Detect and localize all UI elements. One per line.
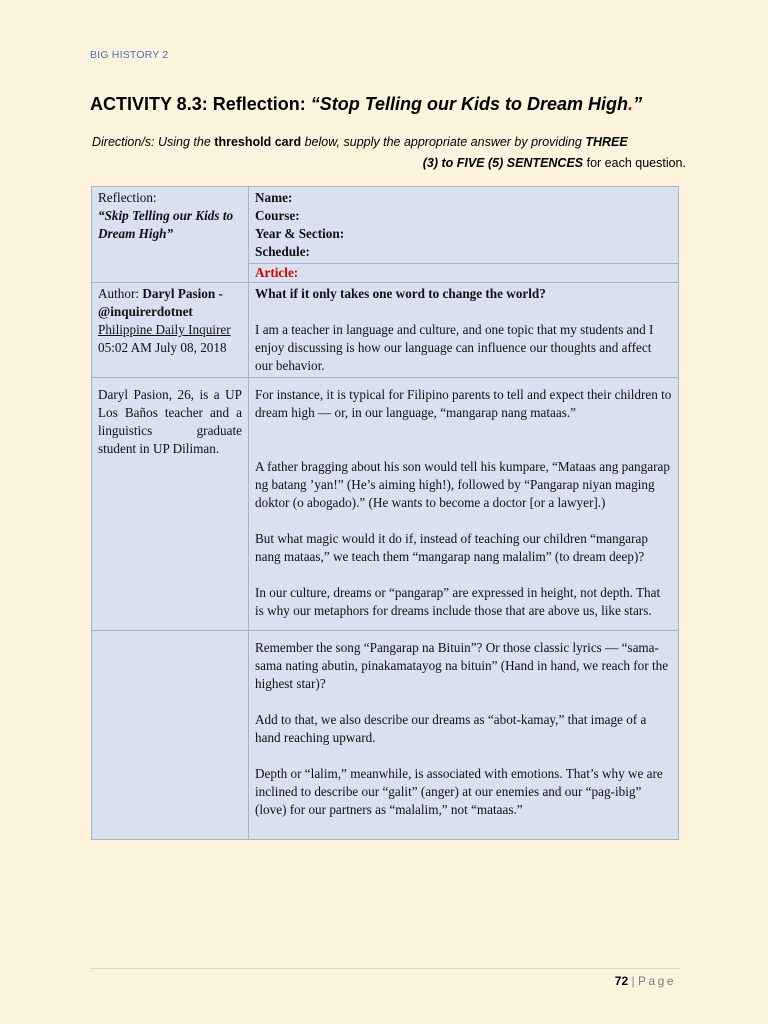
directions-line-2 <box>90 153 686 174</box>
article-paragraph: Depth or “lalim,” meanwhile, is associated with emotions. That’s why we are inclined to describe our “galit” (anger) at our enemies and our “pag-ibig” (love) for our partners as “malalim,” not “mataas.” <box>255 766 663 817</box>
article-label-cell <box>249 264 679 283</box>
author-name: Daryl Pasion - @inquirerdotnet <box>98 286 223 319</box>
title-dot: . <box>628 94 634 114</box>
directions-threshold: threshold card <box>214 135 302 149</box>
directions <box>90 132 686 174</box>
course-field: Course: <box>255 208 300 223</box>
article-paragraph: I am a teacher in language and culture, and one topic that my students and I enjoy discussing is how our language can influence our thoughts and affect our behavior. <box>255 322 654 373</box>
directions-line-1 <box>90 132 686 153</box>
threshold-card <box>91 186 679 840</box>
page-word: Page <box>637 974 676 988</box>
directions-text-1: Direction/s: Using the <box>92 135 215 149</box>
article-label: Article: <box>255 265 299 280</box>
bio-cell <box>92 378 249 631</box>
author-bio: Daryl Pasion, 26, is a UP Los Baños teacher and a linguistics graduate student in UP Diliman. <box>98 387 242 456</box>
publication-name: Philippine Daily Inquirer <box>98 322 231 337</box>
article-paragraph: In our culture, dreams or “pangarap” are expressed in height, not depth. That is why our metaphors for dreams include those that are above us, like stars. <box>255 585 661 618</box>
directions-text-3: for each question. <box>583 156 686 170</box>
author-label: Author: <box>98 286 143 301</box>
page-separator: | <box>631 974 635 988</box>
reflection-label: Reflection: <box>98 190 157 205</box>
title-prefix: ACTIVITY 8.3: Reflection: <box>90 94 311 114</box>
publication-date: 05:02 AM July 08, 2018 <box>98 340 227 355</box>
article-paragraph: Remember the song “Pangarap na Bituin”? Or those classic lyrics — “sama-sama nating abutin, pinakamatayog na bituin” (Hand in hand, we reach for the highest star)? <box>255 640 669 691</box>
article-paragraph: Add to that, we also describe our dreams as “abot-kamay,” that image of a hand reaching upward. <box>255 712 647 745</box>
article-intro-cell <box>249 283 679 378</box>
article-heading: What if it only takes one word to change the world? <box>255 286 546 301</box>
directions-three: THREE <box>585 135 628 149</box>
page-footer <box>615 974 676 988</box>
author-cell <box>92 283 249 378</box>
empty-cell <box>92 631 249 840</box>
activity-title <box>90 94 642 115</box>
article-continued-cell <box>249 631 679 840</box>
directions-sentences: (3) to FIVE (5) SENTENCES <box>422 156 584 170</box>
reflection-title: “Skip Telling our Kids to Dream High” <box>98 208 234 241</box>
directions-text-2: below, supply the appropriate answer by providing <box>301 135 586 149</box>
footer-divider <box>90 968 680 969</box>
article-paragraph: For instance, it is typical for Filipino parents to tell and expect their children to dream high — or, in our language, “mangarap nang mataas.” <box>255 387 672 420</box>
reflection-cell <box>92 187 249 283</box>
title-close: ” <box>633 94 643 114</box>
year-section-field: Year & Section: <box>255 226 345 241</box>
page-number: 72 <box>614 974 629 988</box>
document-header: BIG HISTORY 2 <box>90 49 169 61</box>
article-paragraph: A father bragging about his son would tell his kumpare, “Mataas ang pangarap ng batang ’yan!” (He’s aiming high!), followed by “Pangarap niyan maging doktor (o abogado).” (He wants to become a doctor [or a lawyer].) <box>255 459 670 510</box>
student-info-cell <box>249 187 679 264</box>
article-body-cell <box>249 378 679 631</box>
name-field: Name: <box>255 190 293 205</box>
title-quote: “Stop Telling our Kids to Dream High <box>310 94 629 114</box>
schedule-field: Schedule: <box>255 244 310 259</box>
article-paragraph: But what magic would it do if, instead of teaching our children “mangarap nang mataas,” we teach them “mangarap nang malalim” (to dream deep)? <box>255 531 648 564</box>
